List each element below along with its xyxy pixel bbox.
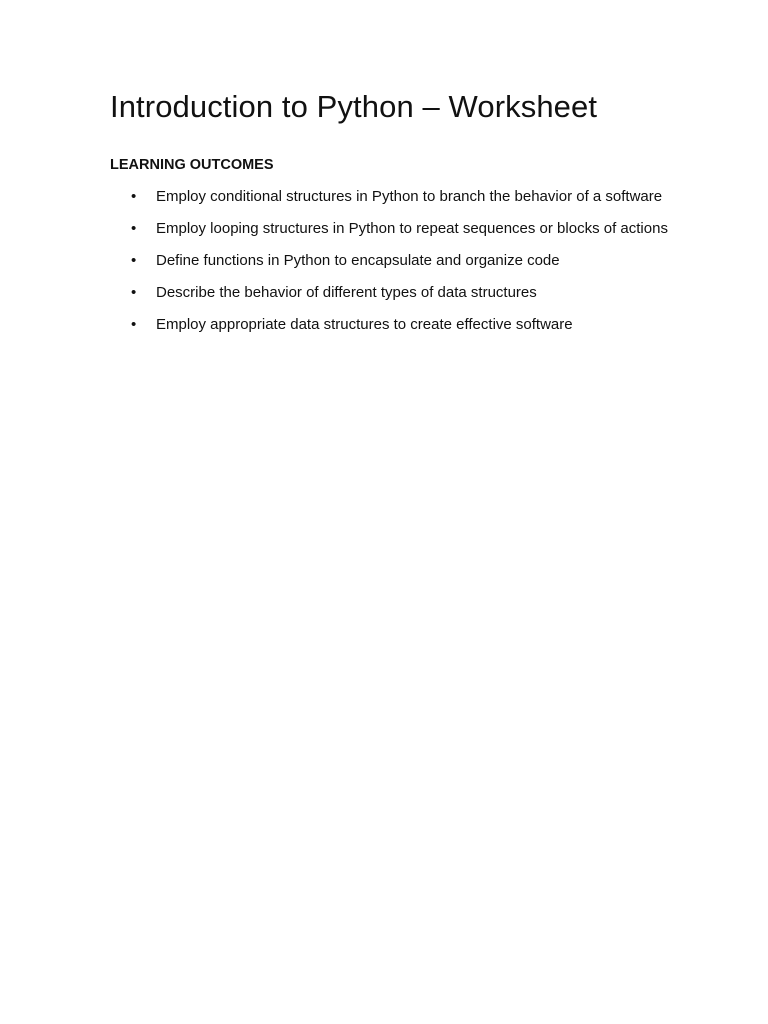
list-item — [110, 218, 670, 241]
outcome-text: Employ looping structures in Python to repeat sequences or blocks of actions — [156, 220, 668, 237]
section-heading: LEARNING OUTCOMES — [110, 157, 274, 173]
outcome-text: Employ appropriate data structures to create effective software — [156, 316, 573, 333]
list-item — [110, 186, 670, 209]
learning-outcomes-list — [110, 186, 670, 346]
outcome-text: Describe the behavior of different types of data structures — [156, 284, 537, 301]
list-item — [110, 250, 670, 273]
bullet-icon: • — [131, 316, 137, 333]
bullet-icon: • — [131, 284, 137, 301]
outcome-text: Employ conditional structures in Python to branch the behavior of a software — [156, 188, 663, 205]
outcome-text: Define functions in Python to encapsulate and organize code — [156, 252, 560, 269]
list-item — [110, 314, 670, 337]
bullet-icon: • — [131, 188, 137, 205]
list-item — [110, 282, 670, 305]
bullet-icon: • — [131, 220, 137, 237]
page-title: Introduction to Python – Worksheet — [110, 89, 598, 124]
bullet-icon: • — [131, 252, 137, 269]
